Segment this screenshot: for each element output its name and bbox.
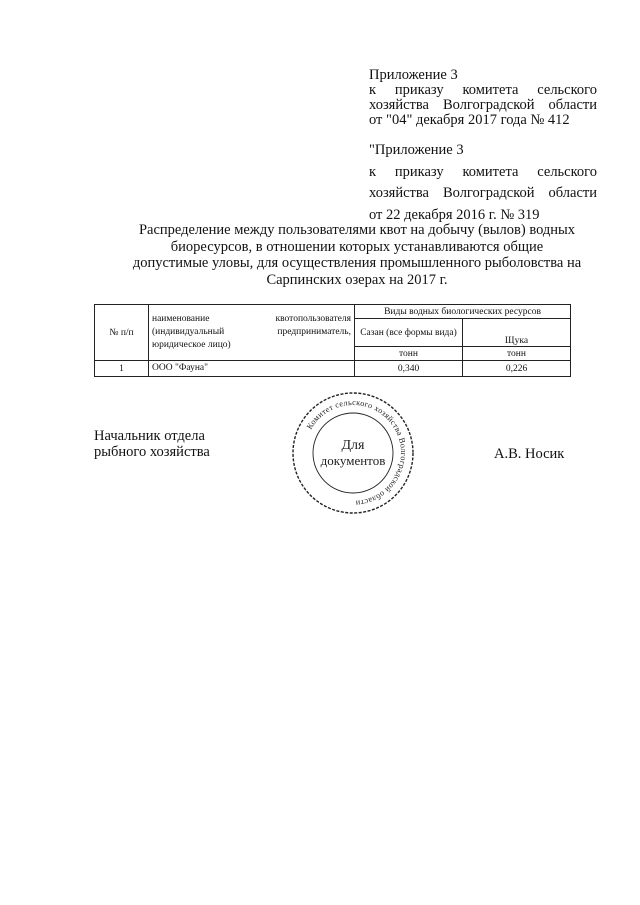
header-name-part: (индивидуальный — [152, 327, 225, 337]
stamp-center-line: документов — [320, 453, 386, 468]
title-line: Сарпинских озерах на 2017 г. — [266, 271, 448, 288]
header-pike: Щука — [463, 319, 571, 347]
row-pike: 0,226 — [463, 361, 571, 377]
table-row — [95, 361, 571, 377]
unit-carp: тонн — [355, 347, 463, 361]
header-name-part: квотопользователя — [275, 314, 351, 324]
order-reference: к приказу комитета сельского — [369, 163, 597, 180]
order-reference: к приказу комитета сельского — [369, 82, 597, 98]
row-name: ООО "Фауна" — [149, 361, 355, 377]
row-num: 1 — [95, 361, 149, 377]
header-name — [149, 305, 355, 361]
title-line: Распределение между пользователями квот на добычу (вылов) водных — [138, 222, 576, 238]
header-name-part: наименование — [152, 314, 210, 324]
official-stamp — [291, 391, 415, 515]
signatory-position — [94, 428, 210, 460]
header-name-part: предприниматель, — [277, 327, 351, 337]
order-authority: хозяйства Волгоградской области — [369, 185, 597, 201]
order-authority: хозяйства Волгоградской области — [369, 97, 597, 113]
position-line: Начальник отдела — [94, 428, 205, 444]
appendix-label: Приложение 3 — [369, 67, 458, 83]
title-line: допустимые уловы, для осуществления промышленного рыболовства на — [132, 255, 582, 271]
header-species-group: Виды водных биологических ресурсов — [355, 305, 571, 319]
order-date: от 22 декабря 2016 г. № 319 — [369, 206, 540, 223]
title-line: биоресурсов, в отношении которых устанавливаются общие — [170, 238, 544, 255]
header-num: № п/п — [95, 305, 149, 361]
stamp-ring-text: Комитет сельского хозяйства Волгоградской области — [304, 397, 409, 508]
quota-table — [94, 304, 571, 377]
appendix-label: "Приложение 3 — [369, 142, 464, 158]
header-name-part: юридическое лицо) — [152, 340, 231, 350]
signatory-name: А.В. Носик — [494, 446, 565, 462]
appendix-header-current — [369, 68, 597, 128]
appendix-header-previous — [369, 140, 597, 226]
header-carp: Сазан (все формы вида) — [355, 319, 463, 347]
document-title — [112, 222, 602, 288]
unit-pike: тонн — [463, 347, 571, 361]
order-date: от "04" декабря 2017 года № 412 — [369, 112, 570, 128]
stamp-center-line: Для — [341, 438, 365, 453]
row-carp: 0,340 — [355, 361, 463, 377]
position-line: рыбного хозяйства — [94, 444, 210, 460]
